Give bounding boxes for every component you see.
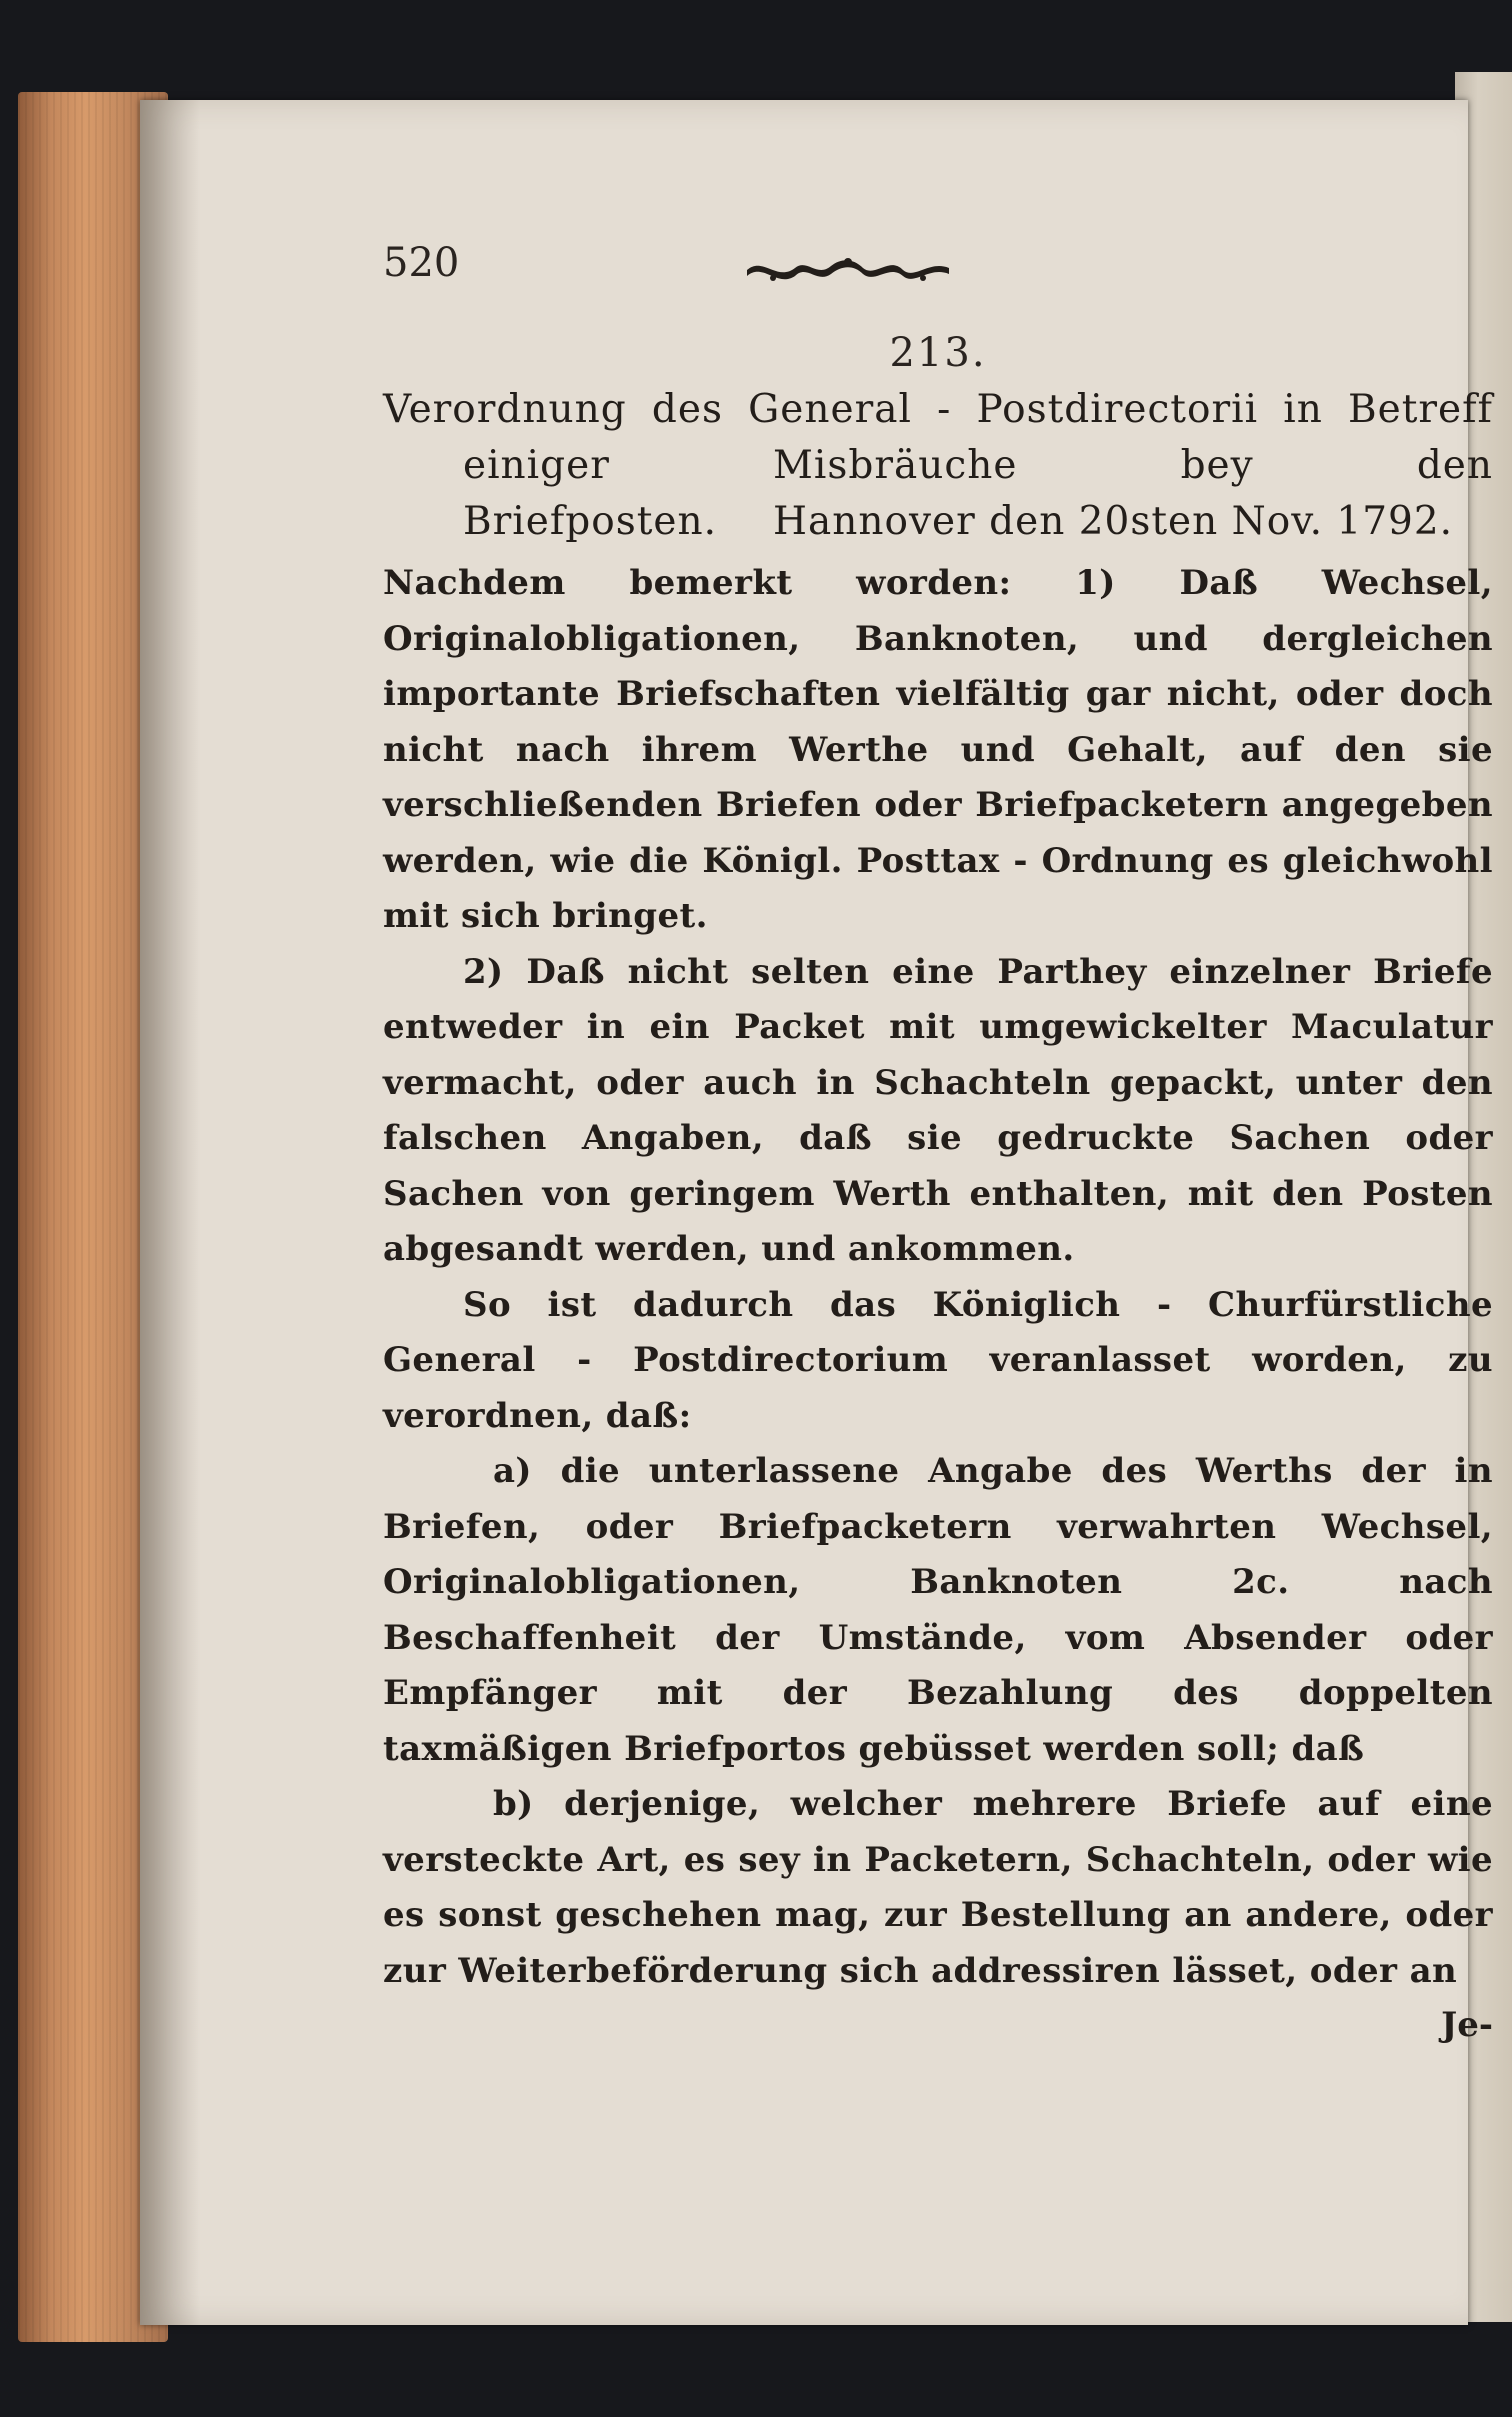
- paragraph-item-b: b) derjenige, welcher mehrere Briefe auf eine versteckte Art, es sey in Packetern, Schachteln, oder wie es sonst geschehen mag, zur Bestellung an andere, oder zur Weiterbeförderung sich addressiren lässet, oder an: [383, 1784, 1493, 1991]
- ordinance-dateline: Hannover den 20sten Nov. 1792.: [773, 499, 1454, 544]
- page-number: 520: [383, 240, 460, 286]
- running-header: [383, 240, 1493, 320]
- catchword: Je-: [1441, 2005, 1493, 2045]
- ordinance-title-text: Verordnung des General - Postdirectorii in Betreff einiger Misbräuche bey den Briefposten.: [383, 387, 1493, 544]
- page-text-block: [383, 240, 1493, 2045]
- ordinance-title: [383, 382, 1493, 550]
- paragraph-2: 2) Daß nicht selten eine Parthey einzelner Briefe entweder in ein Packet mit umgewickelter Maculatur vermacht, oder auch in Schachteln gepackt, unter den falschen Angaben, daß sie gedruckte Sachen oder Sachen von geringem Werth enthalten, mit den Posten abgesandt werden, und ankommen.: [383, 951, 1493, 1269]
- paragraph-3: So ist dadurch das Königlich - Churfürstliche General - Postdirectorium veranlasset worden, zu verordnen, daß:: [383, 1284, 1493, 1436]
- printers-ornament-icon: [743, 248, 953, 290]
- entry-number: 213.: [889, 330, 987, 376]
- book-page: [140, 100, 1493, 2325]
- paragraph-1: Nachdem bemerkt worden: 1) Daß Wechsel, Originalobligationen, Banknoten, und dergleichen importante Briefschaften vielfältig gar nicht, oder doch nicht nach ihrem Werthe und Gehalt, auf den sie verschließenden Briefen oder Briefpacketern angegeben werden, wie die Königl. Posttax - Ordnung es gleichwohl mit sich bringet.: [383, 563, 1493, 936]
- paragraph-item-a: a) die unterlassene Angabe des Werths der in Briefen, oder Briefpacketern verwahrten Wechsel, Originalobligationen, Banknoten 2c. nach Beschaffenheit der Umstände, vom Absender oder Empfänger mit der Bezahlung des doppelten taxmäßigen Briefportos gebüsset werden soll; daß: [383, 1451, 1493, 1769]
